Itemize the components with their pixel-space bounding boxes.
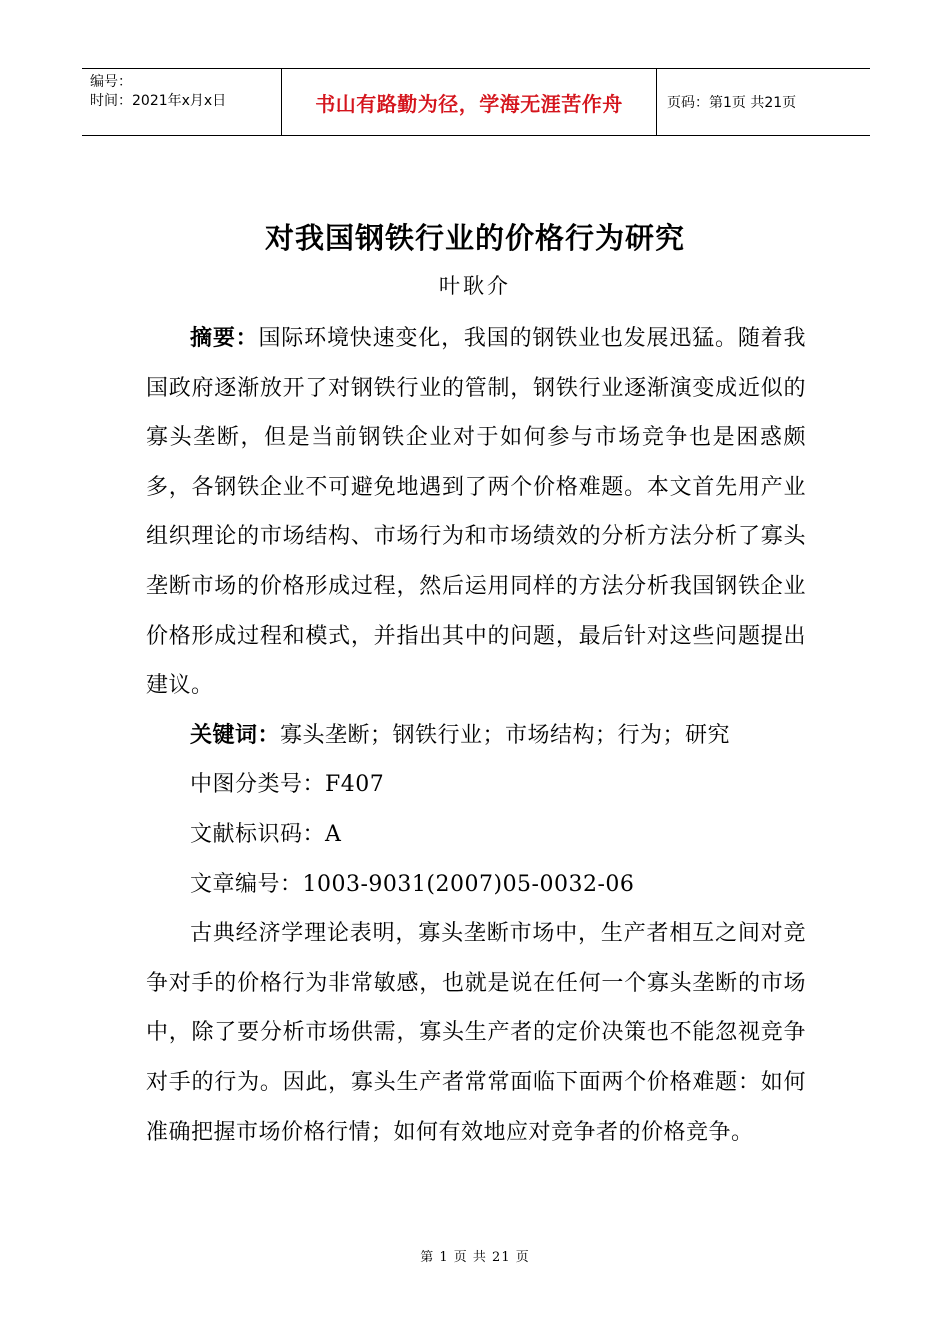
header-motto: 书山有路勤为径，学海无涯苦作舟 bbox=[282, 69, 657, 135]
doc-code-line: 文献标识码：A bbox=[190, 821, 342, 847]
classification-line: 中图分类号：F407 bbox=[190, 772, 385, 798]
abstract-text: 国际环境快速变化，我国的钢铁业也发展迅猛。随着我国政府逐渐放开了对钢铁行业的管制，钢铁行业逐渐演变成近似的寡头垄断，但是当前钢铁企业对于如何参与市场竞争也是困惑颇多，各钢铁企业不可避免地遇到了两个价格难题。本文首先用产业组织理论的市场结构、市场行为和市场绩效的分析方法分析了寡头垄断市场的价格形成过程，然后运用同样的方法分析我国钢铁企业价格形成过程和模式，并指出其中的问题，最后针对这些问题提出建议。 bbox=[146, 326, 806, 699]
keywords-label: 关键词： bbox=[190, 722, 281, 748]
header-meta bbox=[82, 69, 282, 135]
abstract-label: 摘要： bbox=[190, 326, 259, 351]
document-body bbox=[146, 314, 806, 1157]
intro-paragraph: 古典经济学理论表明，寡头垄断市场中，生产者相互之间对竞争对手的价格行为非常敏感，也就是说在任何一个寡头垄断的市场中，除了要分析市场供需，寡头生产者的定价决策也不能忽视竞争对手的行为。因此，寡头生产者常常面临下面两个价格难题：如何准确把握市场价格行情；如何有效地应对竞争者的价格竞争。 bbox=[146, 921, 806, 1145]
header-date: 时间：2021年x月x日 bbox=[90, 93, 227, 109]
page-footer: 第 1 页 共 21 页 bbox=[420, 1250, 530, 1265]
keywords-line bbox=[146, 711, 806, 761]
document-header bbox=[82, 68, 870, 136]
header-page-info: 页码：第1页 共21页 bbox=[667, 95, 797, 111]
article-number-line: 文章编号：1003-9031(2007)05-0032-06 bbox=[190, 871, 635, 897]
keywords-text: 寡头垄断；钢铁行业；市场结构；行为；研究 bbox=[280, 722, 731, 748]
document-author: 叶耿介 bbox=[439, 274, 511, 298]
abstract-paragraph bbox=[146, 314, 806, 711]
header-number-label: 编号： bbox=[90, 74, 132, 90]
document-title: 对我国钢铁行业的价格行为研究 bbox=[264, 221, 685, 255]
